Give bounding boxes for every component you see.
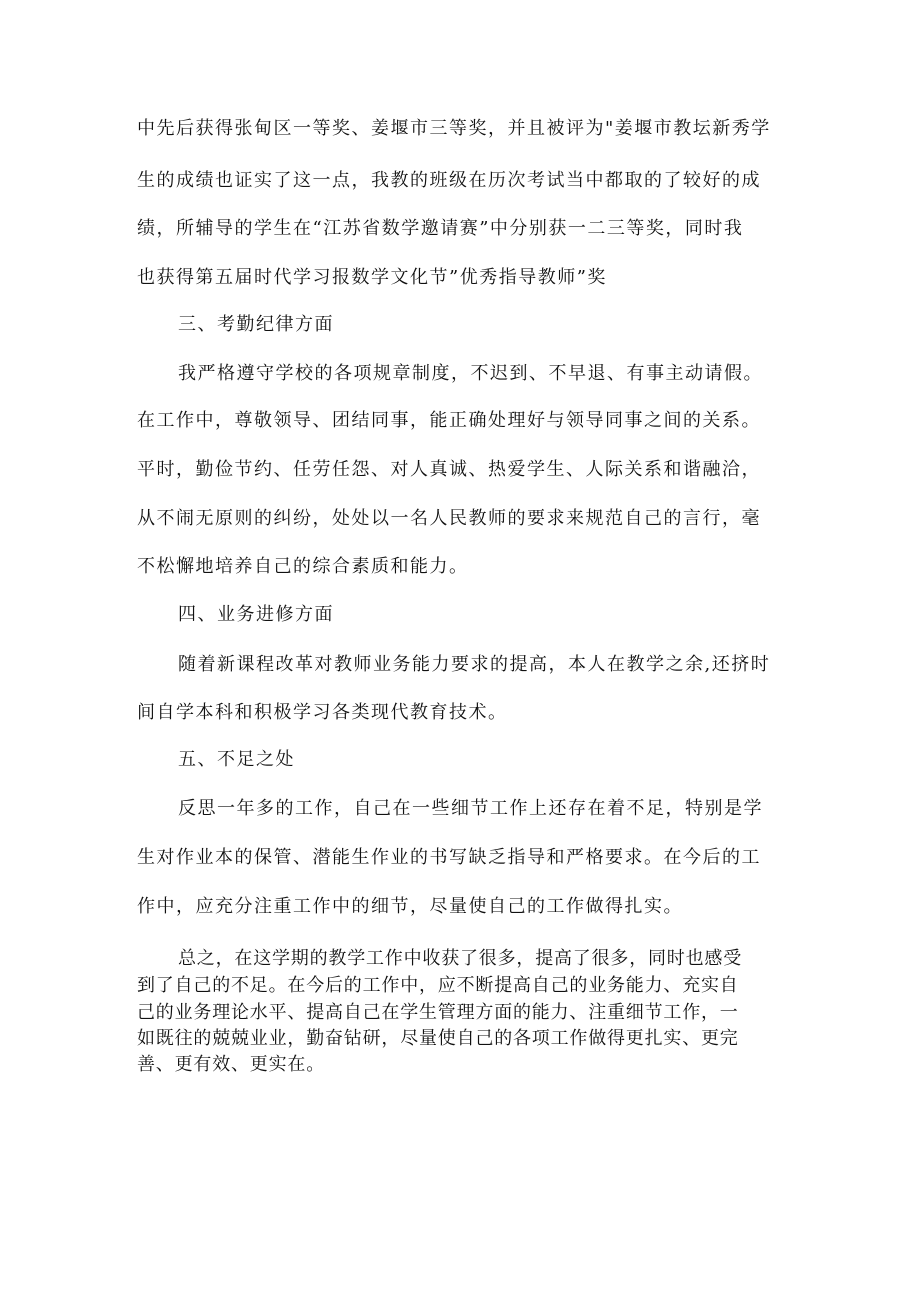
paragraph-line: 生的成绩也证实了这一点，我教的班级在历次考试当中都取的了较好的成 bbox=[137, 170, 761, 191]
paragraph-line: 善、更有效、更实在。 bbox=[137, 1054, 325, 1075]
paragraph-line: 己的业务理论水平、提高自己在学生管理方面的能力、注重细节工作，一 bbox=[137, 1002, 739, 1023]
paragraph-line: 在工作中，尊敬领导、团结同事，能正确处理好与领导同事之间的关系。 bbox=[137, 410, 761, 431]
section-heading-training: 四、业务进修方面 bbox=[178, 604, 334, 625]
paragraph-line: 随着新课程改革对教师业务能力要求的提高，本人在教学之余,还挤时 bbox=[178, 654, 771, 675]
paragraph-line: 总之，在这学期的教学工作中收获了很多，提高了很多，同时也感受 bbox=[178, 948, 742, 969]
paragraph-line: 中先后获得张甸区一等奖、姜堰市三等奖，并且被评为"姜堰市教坛新秀学 bbox=[137, 118, 771, 139]
paragraph-line: 平时，勤俭节约、任劳任怨、对人真诚、热爱学生、人际关系和谐融洽， bbox=[137, 459, 761, 480]
paragraph-line: 生对作业本的保管、潜能生作业的书写缺乏指导和严格要求。在今后的工 bbox=[137, 847, 761, 868]
paragraph-line: 到了自己的不足。在今后的工作中，应不断提高自己的业务能力、充实自 bbox=[137, 975, 739, 996]
section-heading-attendance: 三、考勤纪律方面 bbox=[178, 314, 334, 335]
section-heading-shortcomings: 五、不足之处 bbox=[178, 749, 295, 770]
paragraph-line: 不松懈地培养自己的综合素质和能力。 bbox=[137, 556, 469, 577]
paragraph-line: 作中，应充分注重工作中的细节，尽量使自己的工作做得扎实。 bbox=[137, 896, 683, 917]
paragraph-line: 绩，所辅导的学生在“江苏省数学邀请赛”中分别获一二三等奖，同时我 bbox=[137, 218, 744, 239]
paragraph-line: 如既往的兢兢业业，勤奋钻研，尽量使自己的各项工作做得更扎实、更完 bbox=[137, 1028, 739, 1049]
paragraph-line: 从不闹无原则的纠纷，处处以一名人民教师的要求来规范自己的言行，毫 bbox=[137, 508, 761, 529]
paragraph-line: 也获得第五届时代学习报数学文化节”优秀指导教师”奖 bbox=[137, 267, 607, 288]
paragraph-line: 间自学本科和积极学习各类现代教育技术。 bbox=[137, 702, 508, 723]
paragraph-line: 我严格遵守学校的各项规章制度，不迟到、不早退、有事主动请假。 bbox=[178, 363, 763, 384]
paragraph-line: 反思一年多的工作，自己在一些细节工作上还存在着不足，特别是学 bbox=[178, 798, 763, 819]
